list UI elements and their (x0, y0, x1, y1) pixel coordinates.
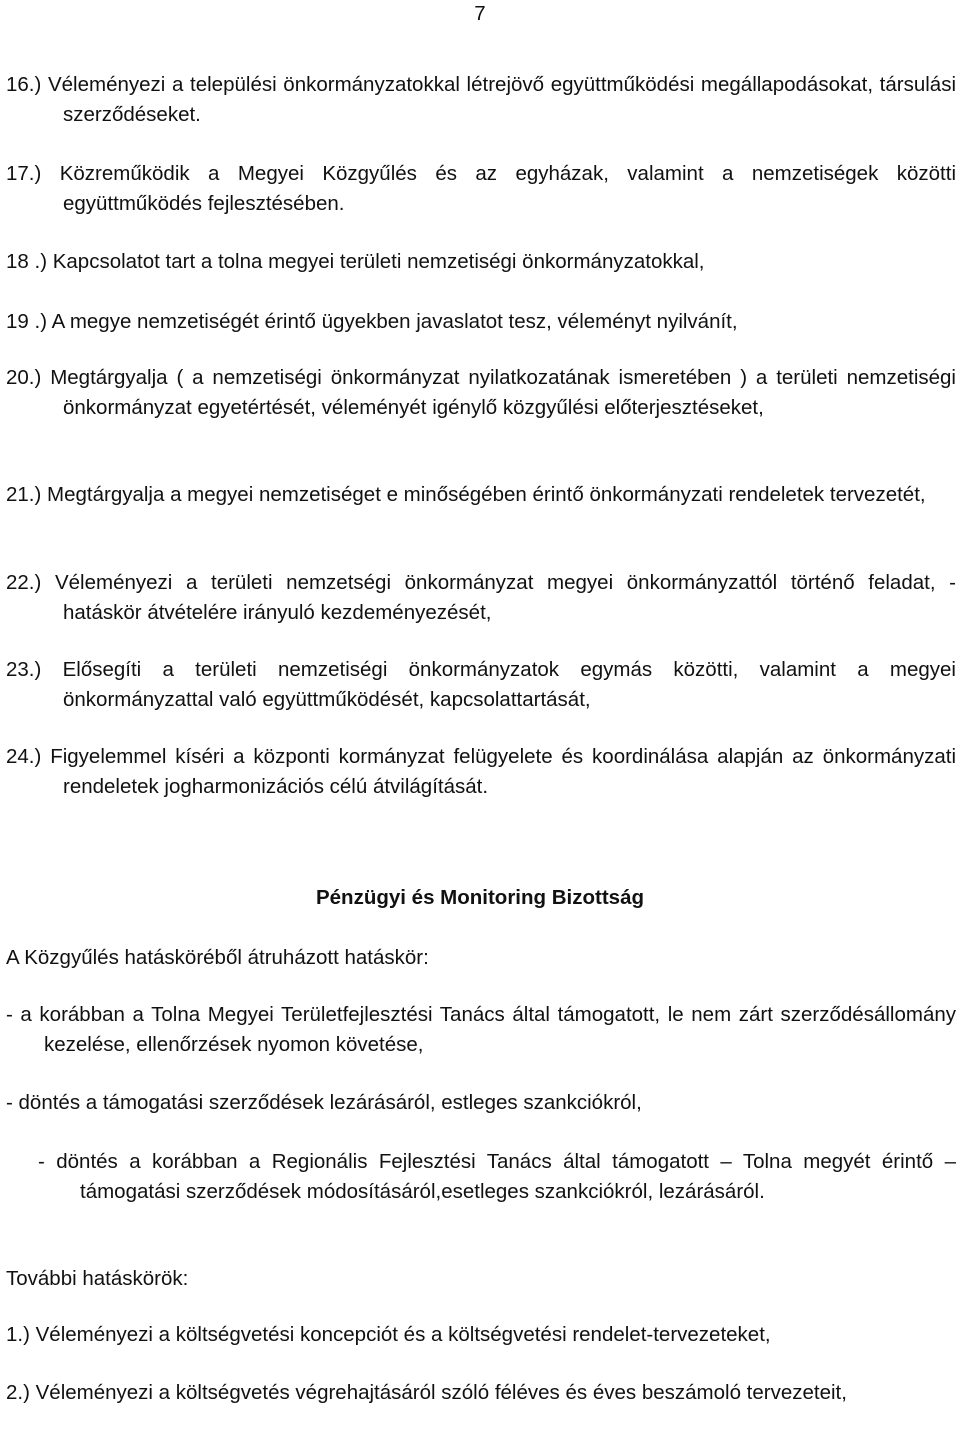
item-24 (6, 742, 956, 801)
delegated-item-2 (6, 1088, 956, 1118)
item-17-text: 17.) Közreműködik a Megyei Közgyűlés és az egyházak, valamint a nemzetiségek közötti együttműködés fejlesztésében. (6, 162, 956, 215)
item-21-text: 21.) Megtárgyalja a megyei nemzetiséget e minőségében érintő önkormányzati rendeletek tervezetét, (6, 483, 926, 506)
delegated-item-3 (38, 1147, 956, 1206)
item-19 (6, 307, 956, 337)
item-22-text: 22.) Véleményezi a területi nemzetségi önkormányzat megyei önkormányzattól történő feladat, - hatáskör átvételére irányuló kezdeményezését, (6, 571, 956, 624)
item-20 (6, 363, 956, 422)
delegated-item-1 (6, 1000, 956, 1059)
item-16 (6, 70, 956, 129)
delegated-item-2-text: - döntés a támogatási szerződések lezárásáról, estleges szankciókról, (6, 1091, 642, 1114)
item-19-text: 19 .) A megye nemzetiségét érintő ügyekben javaslatot tesz, véleményt nyilvánít, (6, 310, 738, 333)
item-23 (6, 655, 956, 714)
item-20-text: 20.) Megtárgyalja ( a nemzetiségi önkormányzat nyilatkozatának ismeretében ) a területi nemzetiségi önkormányzat egyetértését, véleményét igénylő közgyűlési előterjesztéseket, (6, 366, 956, 419)
item-16-text: 16.) Véleményezi a települési önkormányzatokkal létrejövő együttműködési megállapodásokat, társulási szerződéseket. (6, 73, 956, 126)
item-18-text: 18 .) Kapcsolatot tart a tolna megyei területi nemzetiségi önkormányzatokkal, (6, 250, 705, 273)
item-18 (6, 247, 956, 277)
item-23-text: 23.) Elősegíti a területi nemzetiségi önkormányzatok egymás közötti, valamint a megyei önkormányzattal való együttműködését, kapcsolattartását, (6, 658, 956, 711)
further-item-2 (6, 1378, 956, 1408)
delegated-item-3-text: - döntés a korábban a Regionális Fejlesztési Tanács által támogatott – Tolna megyét érintő – támogatási szerződések módosításáról,esetleges szankciókról, lezárásáról. (38, 1150, 956, 1203)
further-item-1: 1.) Véleményezi a költségvetési koncepciót és a költségvetési rendelet-tervezeteket, (6, 1323, 771, 1346)
item-21 (6, 480, 956, 510)
item-22 (6, 568, 956, 627)
section-heading: Pénzügyi és Monitoring Bizottság (315, 886, 644, 909)
item-17 (6, 159, 956, 218)
delegated-item-1-text: - a korábban a Tolna Megyei Területfejlesztési Tanács által támogatott, le nem zárt szerződésállomány kezelése, ellenőrzések nyomon követése, (6, 1003, 956, 1056)
further-item-2-text: 2.) Véleményezi a költségvetés végrehajtásáról szóló féléves és éves beszámoló tervezeteit, (6, 1381, 847, 1404)
item-24-text: 24.) Figyelemmel kíséri a központi kormányzat felügyelete és koordinálása alapján az önkormányzati rendeletek jogharmonizációs célú átvilágítását. (6, 745, 956, 798)
further-label: További hatáskörök: (6, 1267, 189, 1290)
delegated-label: A Közgyűlés hatásköréből átruházott hatáskör: (6, 946, 429, 969)
page-number: 7 (474, 2, 486, 25)
